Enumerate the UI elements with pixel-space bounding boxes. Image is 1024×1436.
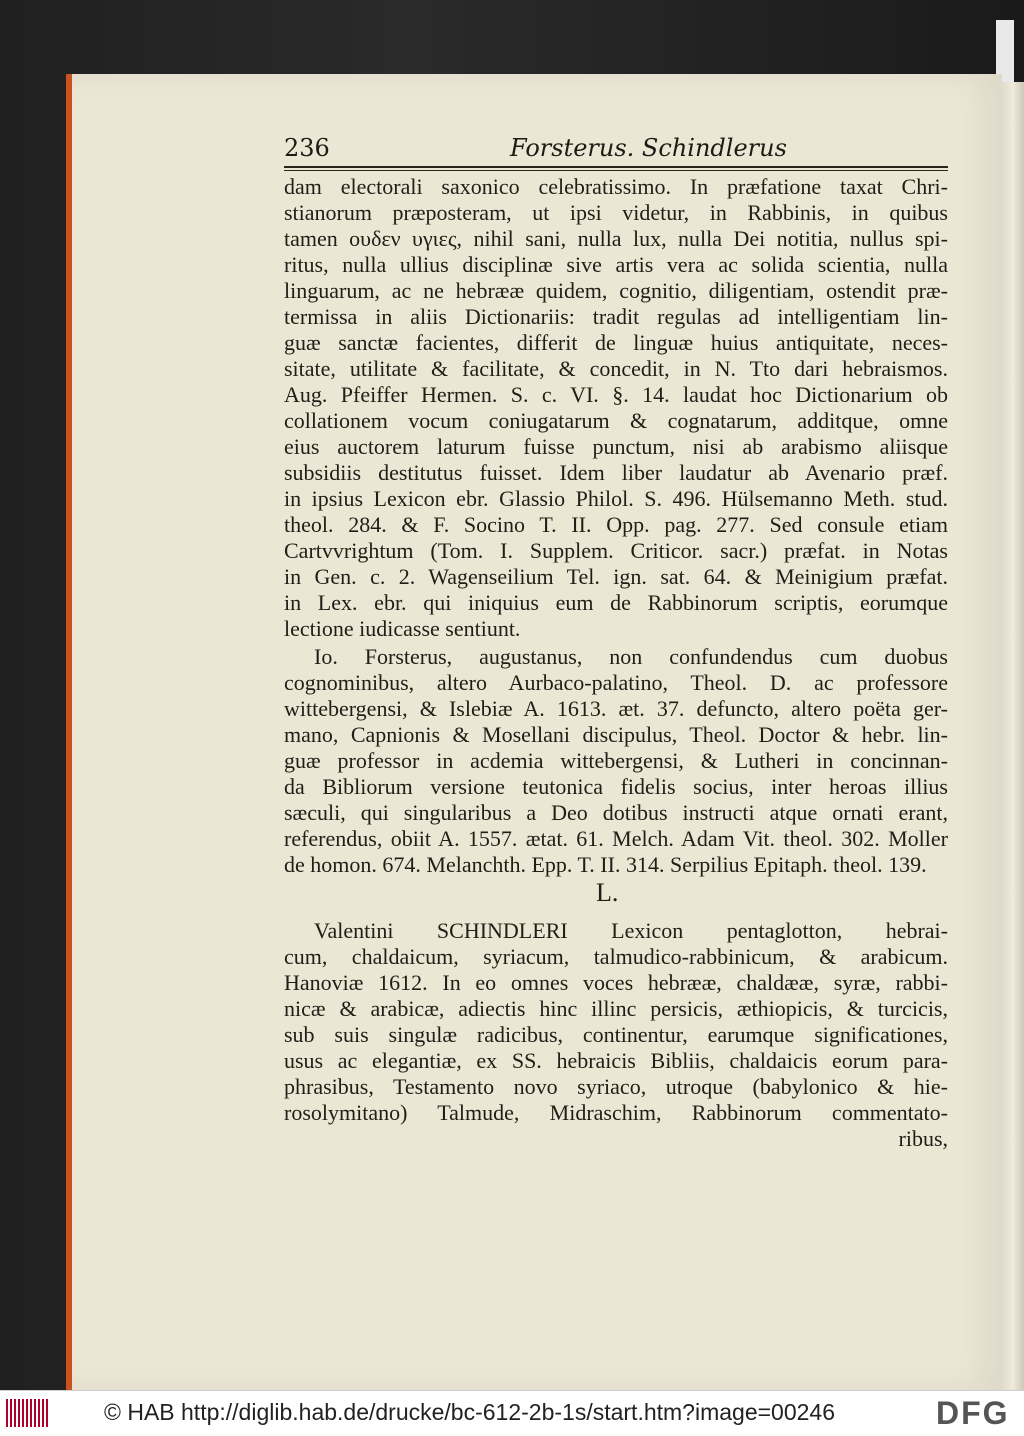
text-line: sitate, utilitate & facilitate, & concedit, in N. Tto dari hebraismos.	[284, 356, 948, 381]
text-line: sub suis singulæ radicibus, continentur, earumque significationes,	[284, 1022, 948, 1047]
text-line: Cartvvrightum (Tom. I. Supplem. Criticor. sacr.) præfat. in Notas	[284, 538, 948, 563]
copyright-url[interactable]: © HAB http://diglib.hab.de/drucke/bc-612-2b-1s/start.htm?image=00246	[104, 1399, 836, 1425]
text-line: ritus, nulla ullius disciplinæ sive artis vera ac solida scientia, nulla	[284, 252, 948, 277]
text-line: termissa in aliis Dictionariis: tradit regulas ad intelligentiam lin-	[284, 304, 948, 329]
text-line: guæ professor in acdemia wittebergensi, & Lutheri in concinnan-	[284, 748, 948, 773]
text-line: tamen ουδεν υγιες, nihil sani, nulla lux, nulla Dei notitia, nullus spi-	[284, 226, 948, 251]
text-line: phrasibus, Testamento novo syriaco, utroque (babylonico & hie-	[284, 1074, 948, 1099]
catchword: ribus,	[898, 1126, 948, 1151]
text-line: Io. Forsterus, augustanus, non confundendus cum duobus	[314, 644, 948, 669]
text-line: collationem vocum coniugatarum & cognatarum, additque, omne	[284, 408, 948, 433]
text-line: wittebergensi, & Islebiæ A. 1613. æt. 37. defuncto, altero poëta ger-	[284, 696, 948, 721]
footer-bar	[0, 1390, 1024, 1436]
text-line: referendus, obiit A. 1557. ætat. 61. Melch. Adam Vit. theol. 302. Moller	[284, 826, 948, 851]
page-number: 236	[284, 134, 330, 162]
text-line: in Lex. ebr. qui iniquius eum de Rabbinorum scriptis, eorumque	[284, 590, 948, 615]
text-line: linguarum, ac ne hebrææ quidem, cognitio, diligentiam, ostendit præ-	[284, 278, 948, 303]
text-line: Aug. Pfeiffer Hermen. S. c. VI. §. 14. laudat hoc Dictionarium ob	[284, 382, 948, 407]
text-line: guæ sanctæ facientes, differit de linguæ huius antiquitate, neces-	[284, 330, 948, 355]
text-line: cognominibus, altero Aurbaco-palatino, Theol. D. ac professore	[284, 670, 948, 695]
text-line: de homon. 674. Melanchth. Epp. T. II. 314. Serpilius Epitaph. theol. 139.	[284, 852, 927, 877]
text-line: in ipsius Lexicon ebr. Glassio Philol. S. 496. Hülsemanno Meth. stud.	[284, 486, 948, 511]
text-line: Valentini SCHINDLERI Lexicon pentaglotton, hebrai-	[314, 918, 948, 943]
text-line: Hanoviæ 1612. In eo omnes voces hebrææ, chaldææ, syræ, rabbi-	[284, 970, 948, 995]
text-line: nicæ & arabicæ, adiectis hinc illinc persicis, æthiopicis, & turcicis,	[284, 996, 948, 1021]
text-line: sæculi, qui singularibus a Deo dotibus instructi atque ornati erant,	[284, 800, 948, 825]
hab-barcode-logo-icon	[6, 1399, 48, 1427]
section-letter: L.	[596, 878, 619, 907]
text-line: eius auctorem laturum fuisse punctum, nisi ab arabismo aliisque	[284, 434, 948, 459]
text-line: theol. 284. & F. Socino T. II. Opp. pag. 277. Sed consule etiam	[284, 512, 948, 537]
text-line: usus ac elegantiæ, ex SS. hebraicis Bibliis, chaldaicis eorum para-	[284, 1048, 948, 1073]
running-head: Forsterus. Schindlerus	[510, 134, 787, 162]
text-line: mano, Capnionis & Mosellani discipulus, Theol. Doctor & hebr. lin-	[284, 722, 948, 747]
text-line: in Gen. c. 2. Wagenseilium Tel. ign. sat. 64. & Meinigium præfat.	[284, 564, 948, 589]
text-line: da Bibliorum versione teutonica fidelis socius, inter heroas illius	[284, 774, 948, 799]
text-line: dam electorali saxonico celebratissimo. In præfatione taxat Chri-	[284, 174, 948, 199]
text-line: stianorum præposteram, ut ipsi videtur, in Rabbinis, in quibus	[284, 200, 948, 225]
header-rule	[284, 166, 948, 171]
text-line: rosolymitano) Talmude, Midraschim, Rabbinorum commentato-	[284, 1100, 948, 1125]
text-line: cum, chaldaicum, syriacum, talmudico-rabbinicum, & arabicum.	[284, 944, 948, 969]
text-line: lectione iudicasse sentiunt.	[284, 616, 521, 641]
dfg-logo: DFG	[936, 1395, 1010, 1431]
text-line: subsidiis destitutus fuisset. Idem liber laudatur ab Avenario præf.	[284, 460, 948, 485]
